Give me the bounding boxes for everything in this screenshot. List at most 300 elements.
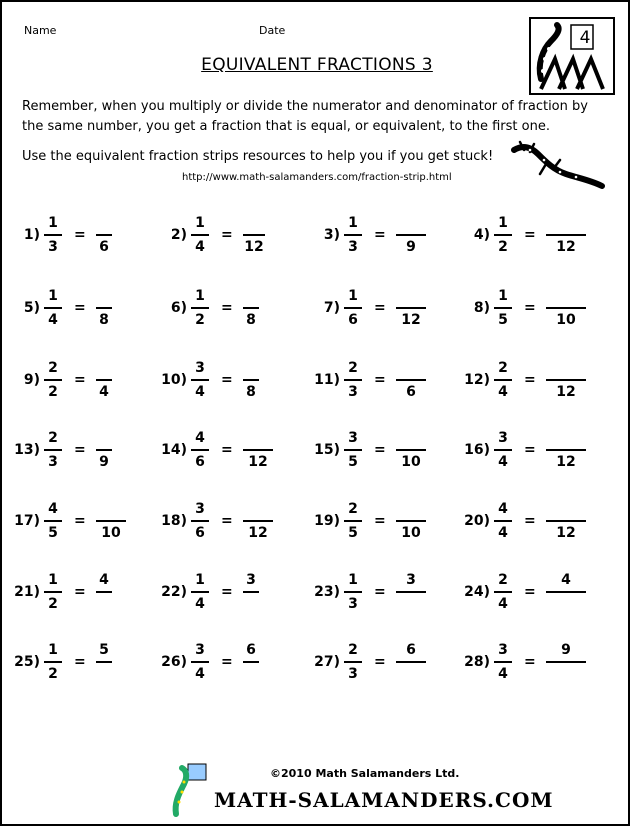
answer-fraction[interactable]	[546, 499, 586, 543]
equals-sign: =	[374, 227, 386, 243]
answer-numerator[interactable]: 3	[406, 572, 416, 588]
problem-number: 18)	[161, 513, 187, 529]
answer-fraction[interactable]	[396, 286, 426, 330]
denominator: 4	[195, 239, 205, 255]
numerator: 2	[48, 430, 58, 446]
answer-denominator[interactable]: 9	[99, 453, 109, 470]
answer-denominator[interactable]: 4	[99, 383, 109, 400]
equals-sign: =	[374, 442, 386, 458]
fraction-bar	[344, 449, 362, 451]
fraction-bar	[344, 379, 362, 381]
answer-fraction[interactable]	[243, 428, 273, 472]
problem-item	[310, 358, 460, 410]
answer-fraction[interactable]	[546, 640, 586, 684]
answer-fraction[interactable]	[96, 640, 112, 684]
equals-sign: =	[74, 300, 86, 316]
answer-numerator[interactable]	[546, 213, 586, 233]
denominator: 2	[48, 666, 58, 682]
answer-fraction[interactable]	[396, 570, 426, 614]
fraction-bar	[44, 520, 62, 522]
answer-bar	[546, 591, 586, 593]
answer-numerator[interactable]	[396, 213, 426, 233]
equals-sign: =	[74, 654, 86, 670]
answer-denominator[interactable]	[243, 664, 259, 684]
name-label: Name	[24, 24, 57, 37]
denominator: 6	[195, 525, 205, 541]
denominator: 4	[195, 666, 205, 682]
answer-bar	[396, 661, 426, 663]
answer-denominator[interactable]: 9	[406, 238, 416, 255]
problem-item	[157, 570, 307, 622]
answer-bar	[546, 449, 586, 451]
answer-fraction[interactable]	[243, 358, 259, 402]
fraction-bar	[191, 307, 209, 309]
given-fraction	[344, 499, 362, 543]
fraction-bar	[191, 591, 209, 593]
answer-numerator[interactable]	[243, 213, 265, 233]
answer-numerator[interactable]: 4	[99, 572, 109, 588]
given-fraction	[494, 358, 512, 402]
given-fraction	[494, 286, 512, 330]
answer-fraction[interactable]	[96, 213, 112, 257]
numerator: 1	[48, 288, 58, 304]
problem-number: 1)	[23, 227, 40, 243]
problem-item	[10, 428, 160, 480]
answer-bar	[396, 591, 426, 593]
problem-number: 8)	[473, 300, 490, 316]
given-fraction	[191, 428, 209, 472]
denominator: 6	[195, 454, 205, 470]
problem-number: 7)	[323, 300, 340, 316]
problem-number: 26)	[161, 654, 187, 670]
answer-bar	[546, 307, 586, 309]
answer-fraction[interactable]	[243, 499, 273, 543]
denominator: 3	[48, 239, 58, 255]
problem-number: 2)	[170, 227, 187, 243]
resource-link[interactable]: http://www.math-salamanders.com/fraction-strip.html	[182, 172, 452, 183]
problem-number: 15)	[314, 442, 340, 458]
answer-denominator[interactable]: 8	[246, 311, 256, 328]
numerator: 2	[348, 642, 358, 658]
answer-fraction[interactable]	[546, 358, 586, 402]
equals-sign: =	[221, 513, 233, 529]
fraction-bar	[44, 307, 62, 309]
denominator: 4	[498, 384, 508, 400]
answer-numerator[interactable]	[96, 358, 112, 378]
denominator: 5	[348, 525, 358, 541]
given-fraction	[44, 499, 62, 543]
fraction-bar	[191, 661, 209, 663]
given-fraction	[494, 213, 512, 257]
denominator: 2	[48, 596, 58, 612]
fraction-bar	[344, 307, 362, 309]
given-fraction	[191, 286, 209, 330]
fraction-bar	[44, 661, 62, 663]
answer-denominator[interactable]	[96, 664, 112, 684]
problem-number: 14)	[161, 442, 187, 458]
answer-bar	[243, 379, 259, 381]
given-fraction	[44, 213, 62, 257]
answer-numerator[interactable]	[396, 499, 426, 519]
answer-fraction[interactable]	[396, 213, 426, 257]
equals-sign: =	[374, 372, 386, 388]
fraction-bar	[44, 379, 62, 381]
denominator: 3	[348, 666, 358, 682]
equals-sign: =	[221, 372, 233, 388]
denominator: 6	[348, 312, 358, 328]
answer-fraction[interactable]	[243, 286, 259, 330]
numerator: 1	[48, 572, 58, 588]
answer-denominator[interactable]: 12	[556, 524, 576, 541]
problem-number: 25)	[14, 654, 40, 670]
problem-item	[460, 428, 610, 480]
answer-numerator[interactable]	[96, 428, 112, 448]
numerator: 3	[498, 642, 508, 658]
answer-bar	[96, 307, 112, 309]
answer-numerator[interactable]	[96, 213, 112, 233]
problem-number: 22)	[161, 584, 187, 600]
problem-number: 20)	[464, 513, 490, 529]
answer-numerator[interactable]	[243, 428, 273, 448]
answer-bar	[243, 449, 273, 451]
problem-item	[460, 358, 610, 410]
answer-denominator[interactable]: 12	[556, 383, 576, 400]
answer-bar	[396, 307, 426, 309]
equals-sign: =	[374, 584, 386, 600]
answer-fraction[interactable]	[546, 213, 586, 257]
numerator: 3	[195, 501, 205, 517]
given-fraction	[191, 213, 209, 257]
fraction-bar	[191, 234, 209, 236]
problem-number: 27)	[314, 654, 340, 670]
answer-fraction[interactable]	[396, 428, 426, 472]
answer-denominator[interactable]	[546, 664, 586, 684]
denominator: 2	[48, 384, 58, 400]
answer-denominator[interactable]	[396, 664, 426, 684]
problem-number: 3)	[323, 227, 340, 243]
fraction-bar	[344, 661, 362, 663]
answer-bar	[96, 379, 112, 381]
grade-digit: 4	[579, 28, 591, 48]
brand-text: MATH-SALAMANDERS.COM	[214, 788, 554, 812]
answer-denominator[interactable]: 10	[401, 453, 421, 470]
given-fraction	[44, 428, 62, 472]
answer-numerator[interactable]	[243, 358, 259, 378]
problem-number: 24)	[464, 584, 490, 600]
fraction-bar	[191, 379, 209, 381]
equals-sign: =	[74, 584, 86, 600]
fraction-bar	[191, 520, 209, 522]
answer-fraction[interactable]	[546, 428, 586, 472]
answer-denominator[interactable]: 6	[406, 383, 416, 400]
answer-bar	[243, 591, 259, 593]
answer-fraction[interactable]	[96, 499, 126, 543]
problem-item	[460, 640, 610, 692]
fraction-bar	[494, 591, 512, 593]
problem-number: 4)	[473, 227, 490, 243]
answer-numerator[interactable]: 6	[246, 642, 256, 658]
problem-item	[157, 358, 307, 410]
answer-numerator[interactable]: 5	[99, 642, 109, 658]
fraction-bar	[344, 520, 362, 522]
numerator: 1	[195, 215, 205, 231]
equals-sign: =	[74, 372, 86, 388]
problem-item	[157, 428, 307, 480]
denominator: 4	[498, 596, 508, 612]
answer-denominator[interactable]: 12	[248, 524, 268, 541]
answer-denominator[interactable]: 6	[99, 238, 109, 255]
fraction-bar	[344, 234, 362, 236]
answer-denominator[interactable]: 8	[246, 383, 256, 400]
answer-numerator[interactable]	[243, 286, 259, 306]
answer-bar	[96, 520, 126, 522]
problem-item	[460, 286, 610, 338]
answer-denominator[interactable]: 12	[556, 238, 576, 255]
fraction-bar	[344, 591, 362, 593]
answer-bar	[96, 234, 112, 236]
answer-fraction[interactable]	[243, 640, 259, 684]
numerator: 1	[195, 288, 205, 304]
equals-sign: =	[74, 513, 86, 529]
given-fraction	[494, 640, 512, 684]
date-label: Date	[259, 24, 286, 37]
equals-sign: =	[221, 300, 233, 316]
problem-number: 6)	[170, 300, 187, 316]
numerator: 1	[348, 288, 358, 304]
answer-bar	[396, 520, 426, 522]
given-fraction	[494, 499, 512, 543]
given-fraction	[494, 570, 512, 614]
answer-bar	[96, 449, 112, 451]
problem-number: 11)	[314, 372, 340, 388]
denominator: 3	[48, 454, 58, 470]
answer-numerator[interactable]	[396, 428, 426, 448]
answer-bar	[546, 520, 586, 522]
copyright-text: ©2010 Math Salamanders Ltd.	[270, 767, 460, 780]
answer-bar	[396, 449, 426, 451]
answer-bar	[243, 234, 265, 236]
problem-item	[310, 640, 460, 692]
answer-numerator[interactable]	[546, 499, 586, 519]
denominator: 3	[348, 384, 358, 400]
problem-item	[10, 358, 160, 410]
equals-sign: =	[221, 442, 233, 458]
problem-item	[460, 213, 610, 265]
answer-fraction[interactable]	[396, 640, 426, 684]
fraction-bar	[191, 449, 209, 451]
answer-bar	[243, 661, 259, 663]
answer-fraction[interactable]	[96, 286, 112, 330]
answer-denominator[interactable]: 12	[248, 453, 268, 470]
answer-denominator[interactable]: 12	[244, 238, 264, 255]
given-fraction	[344, 213, 362, 257]
hint-text: Use the equivalent fraction strips resources to help you if you get stuck!	[22, 149, 494, 164]
given-fraction	[44, 640, 62, 684]
numerator: 3	[498, 430, 508, 446]
equals-sign: =	[221, 584, 233, 600]
denominator: 3	[348, 596, 358, 612]
problem-number: 16)	[464, 442, 490, 458]
denominator: 5	[348, 454, 358, 470]
answer-denominator[interactable]: 8	[99, 311, 109, 328]
answer-denominator[interactable]: 12	[556, 453, 576, 470]
answer-numerator[interactable]	[96, 499, 126, 519]
numerator: 2	[498, 360, 508, 376]
problem-number: 21)	[14, 584, 40, 600]
denominator: 5	[498, 312, 508, 328]
given-fraction	[344, 428, 362, 472]
problem-number: 5)	[23, 300, 40, 316]
equals-sign: =	[221, 654, 233, 670]
given-fraction	[344, 570, 362, 614]
numerator: 4	[498, 501, 508, 517]
answer-fraction[interactable]	[546, 286, 586, 330]
answer-fraction[interactable]	[243, 213, 265, 257]
given-fraction	[44, 570, 62, 614]
answer-fraction[interactable]	[396, 358, 426, 402]
problem-number: 17)	[14, 513, 40, 529]
numerator: 1	[48, 642, 58, 658]
answer-denominator[interactable]: 10	[556, 311, 576, 328]
denominator: 2	[195, 312, 205, 328]
problem-item	[10, 640, 160, 692]
equals-sign: =	[374, 654, 386, 670]
answer-bar	[546, 379, 586, 381]
fraction-bar	[494, 449, 512, 451]
answer-denominator[interactable]: 10	[101, 524, 121, 541]
salamander-icon	[510, 140, 606, 192]
problem-item	[460, 499, 610, 551]
numerator: 3	[195, 642, 205, 658]
equals-sign: =	[74, 227, 86, 243]
answer-denominator[interactable]: 12	[401, 311, 421, 328]
numerator: 2	[498, 572, 508, 588]
problem-item	[310, 570, 460, 622]
numerator: 4	[195, 430, 205, 446]
numerator: 2	[348, 360, 358, 376]
fraction-bar	[494, 520, 512, 522]
numerator: 1	[498, 215, 508, 231]
denominator: 4	[498, 525, 508, 541]
fraction-bar	[494, 307, 512, 309]
answer-bar	[243, 307, 259, 309]
problem-number: 23)	[314, 584, 340, 600]
answer-numerator[interactable]	[396, 358, 426, 378]
problem-number: 19)	[314, 513, 340, 529]
equals-sign: =	[524, 584, 536, 600]
given-fraction	[44, 286, 62, 330]
problem-item	[460, 570, 610, 622]
answer-numerator[interactable]	[396, 286, 426, 306]
given-fraction	[191, 640, 209, 684]
given-fraction	[191, 499, 209, 543]
equals-sign: =	[524, 513, 536, 529]
answer-fraction[interactable]	[396, 499, 426, 543]
denominator: 2	[498, 239, 508, 255]
fraction-bar	[494, 379, 512, 381]
numerator: 2	[348, 501, 358, 517]
answer-bar	[96, 591, 112, 593]
problem-number: 12)	[464, 372, 490, 388]
answer-bar	[243, 520, 273, 522]
denominator: 4	[195, 596, 205, 612]
given-fraction	[191, 358, 209, 402]
numerator: 3	[195, 360, 205, 376]
answer-fraction[interactable]	[96, 570, 112, 614]
answer-numerator[interactable]	[96, 286, 112, 306]
numerator: 1	[348, 215, 358, 231]
fraction-bar	[44, 591, 62, 593]
given-fraction	[344, 640, 362, 684]
problem-item	[10, 286, 160, 338]
denominator: 3	[348, 239, 358, 255]
answer-denominator[interactable]	[96, 594, 112, 614]
answer-numerator[interactable]: 3	[246, 572, 256, 588]
equals-sign: =	[524, 372, 536, 388]
answer-numerator[interactable]	[546, 428, 586, 448]
problem-item	[157, 213, 307, 265]
answer-numerator[interactable]: 6	[406, 642, 416, 658]
numerator: 3	[348, 430, 358, 446]
fraction-bar	[494, 661, 512, 663]
problem-item	[10, 570, 160, 622]
equals-sign: =	[374, 513, 386, 529]
answer-denominator[interactable]: 10	[401, 524, 421, 541]
given-fraction	[344, 358, 362, 402]
answer-numerator[interactable]: 4	[561, 572, 571, 588]
given-fraction	[344, 286, 362, 330]
answer-numerator[interactable]	[546, 358, 586, 378]
footer-logo-icon	[170, 762, 214, 818]
answer-denominator[interactable]	[243, 594, 259, 614]
answer-denominator[interactable]	[546, 594, 586, 614]
denominator: 4	[498, 454, 508, 470]
numerator: 1	[48, 215, 58, 231]
problem-item	[310, 286, 460, 338]
answer-numerator[interactable]	[243, 499, 273, 519]
fraction-bar	[44, 234, 62, 236]
answer-bar	[546, 234, 586, 236]
answer-fraction[interactable]	[96, 358, 112, 402]
fraction-bar	[494, 234, 512, 236]
equals-sign: =	[74, 442, 86, 458]
answer-numerator[interactable]: 9	[561, 642, 571, 658]
page-title: EQUIVALENT FRACTIONS 3	[201, 55, 433, 75]
numerator: 4	[48, 501, 58, 517]
problem-item	[157, 286, 307, 338]
answer-denominator[interactable]	[396, 594, 426, 614]
equals-sign: =	[221, 227, 233, 243]
problem-number: 10)	[161, 372, 187, 388]
equals-sign: =	[524, 654, 536, 670]
answer-numerator[interactable]	[546, 286, 586, 306]
denominator: 5	[48, 525, 58, 541]
numerator: 1	[498, 288, 508, 304]
denominator: 4	[195, 384, 205, 400]
answer-bar	[96, 661, 112, 663]
problem-number: 13)	[14, 442, 40, 458]
fraction-bar	[44, 449, 62, 451]
answer-fraction[interactable]	[243, 570, 259, 614]
problem-number: 9)	[23, 372, 40, 388]
denominator: 4	[48, 312, 58, 328]
equals-sign: =	[524, 300, 536, 316]
equals-sign: =	[524, 442, 536, 458]
denominator: 4	[498, 666, 508, 682]
answer-fraction[interactable]	[96, 428, 112, 472]
answer-fraction[interactable]	[546, 570, 586, 614]
problem-item	[310, 213, 460, 265]
